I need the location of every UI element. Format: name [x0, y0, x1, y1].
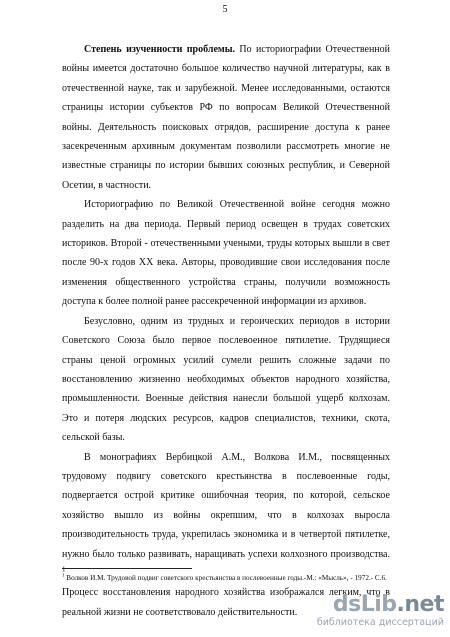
paragraph-monographs [62, 448, 390, 584]
dslib-logo: dsLib.net [332, 592, 444, 617]
paragraph-text: Безусловно, одним из трудных и героических периодов в истории Советского Союза было первое послевоенное пятилетие. Трудящиеся страны ценой огромных усилий сумели решить сложные задачи по восстановлению жизненно необходимых объектов народного хозяйства, промышленности. Военные действия нанесли большой ущерб колхозам. Это и потеря людских ресурсов, кадров специалистов, техники, скота, сельской базы. [62, 315, 390, 444]
paragraph-two-periods [62, 195, 390, 311]
dslib-watermark[interactable] [317, 593, 444, 629]
dslib-tagline: библиотека диссертаций [316, 617, 444, 628]
paragraph-text: По историографии Отечественной войны имеется достаточно большое количество научной литературы, как в отечественной науке, так и зарубежной. Менее исследованными, остаются страницы истории субъектов РФ по вопросам Великой Отечественной войны. Деятельность поисковых отрядов, расширение доступа к ранее засекреченным архивным документам позволили рассмотреть многие не известные страницы по истории бывших союзных республик, и Северной Осетии, в частности. [62, 44, 390, 191]
paragraph-text: Процесс восстановления народного хозяйства изображался легким, что в реальной жизни не соответствовало действительности. [62, 587, 390, 618]
footnote-mark: 1 [62, 573, 65, 579]
footnote-divider [62, 568, 192, 569]
footnote-reference[interactable]: 1 [62, 565, 66, 574]
paragraph-postwar-five-year [62, 312, 390, 448]
paragraph-text: В монографиях Вербицкой А.М., Волкова И.М., посвященных трудовому подвигу советского крестьянства в послевоенные годы, подвергается острой критике ошибочная теория, по которой, сельское хозяйство вышло из войны окрепшим, что в колхозах выросла производительность труда, укрепилась экономика и в четвертой пятилетке, нужно было только развивать, наращивать успехи колхозного производства. [62, 451, 390, 560]
body-text [62, 40, 390, 622]
footnote [62, 573, 392, 583]
footnote-text: Волков И.М. Трудовой подвиг советского крестьянства в послевоенные годы.-М.: «Мысль», - 1972.- С.6. [64, 574, 387, 582]
paragraph-text: Историографию по Великой Отечественной войне сегодня можно разделить на два периода. Первый период освещен в трудах советских историков. Второй - отечественными учеными, труды которых вышли в свет после 90-х годов XX века. Авторы, проводившие свои исследования после изменения общественного устройства страны, получили возможность доступа к более полной ранее рассекреченной информации из архивов. [62, 199, 390, 308]
paragraph-historiography-state [62, 40, 390, 195]
page-number: 5 [222, 4, 228, 15]
paragraph-lead-heading: Степень изученности проблемы. [84, 44, 236, 55]
